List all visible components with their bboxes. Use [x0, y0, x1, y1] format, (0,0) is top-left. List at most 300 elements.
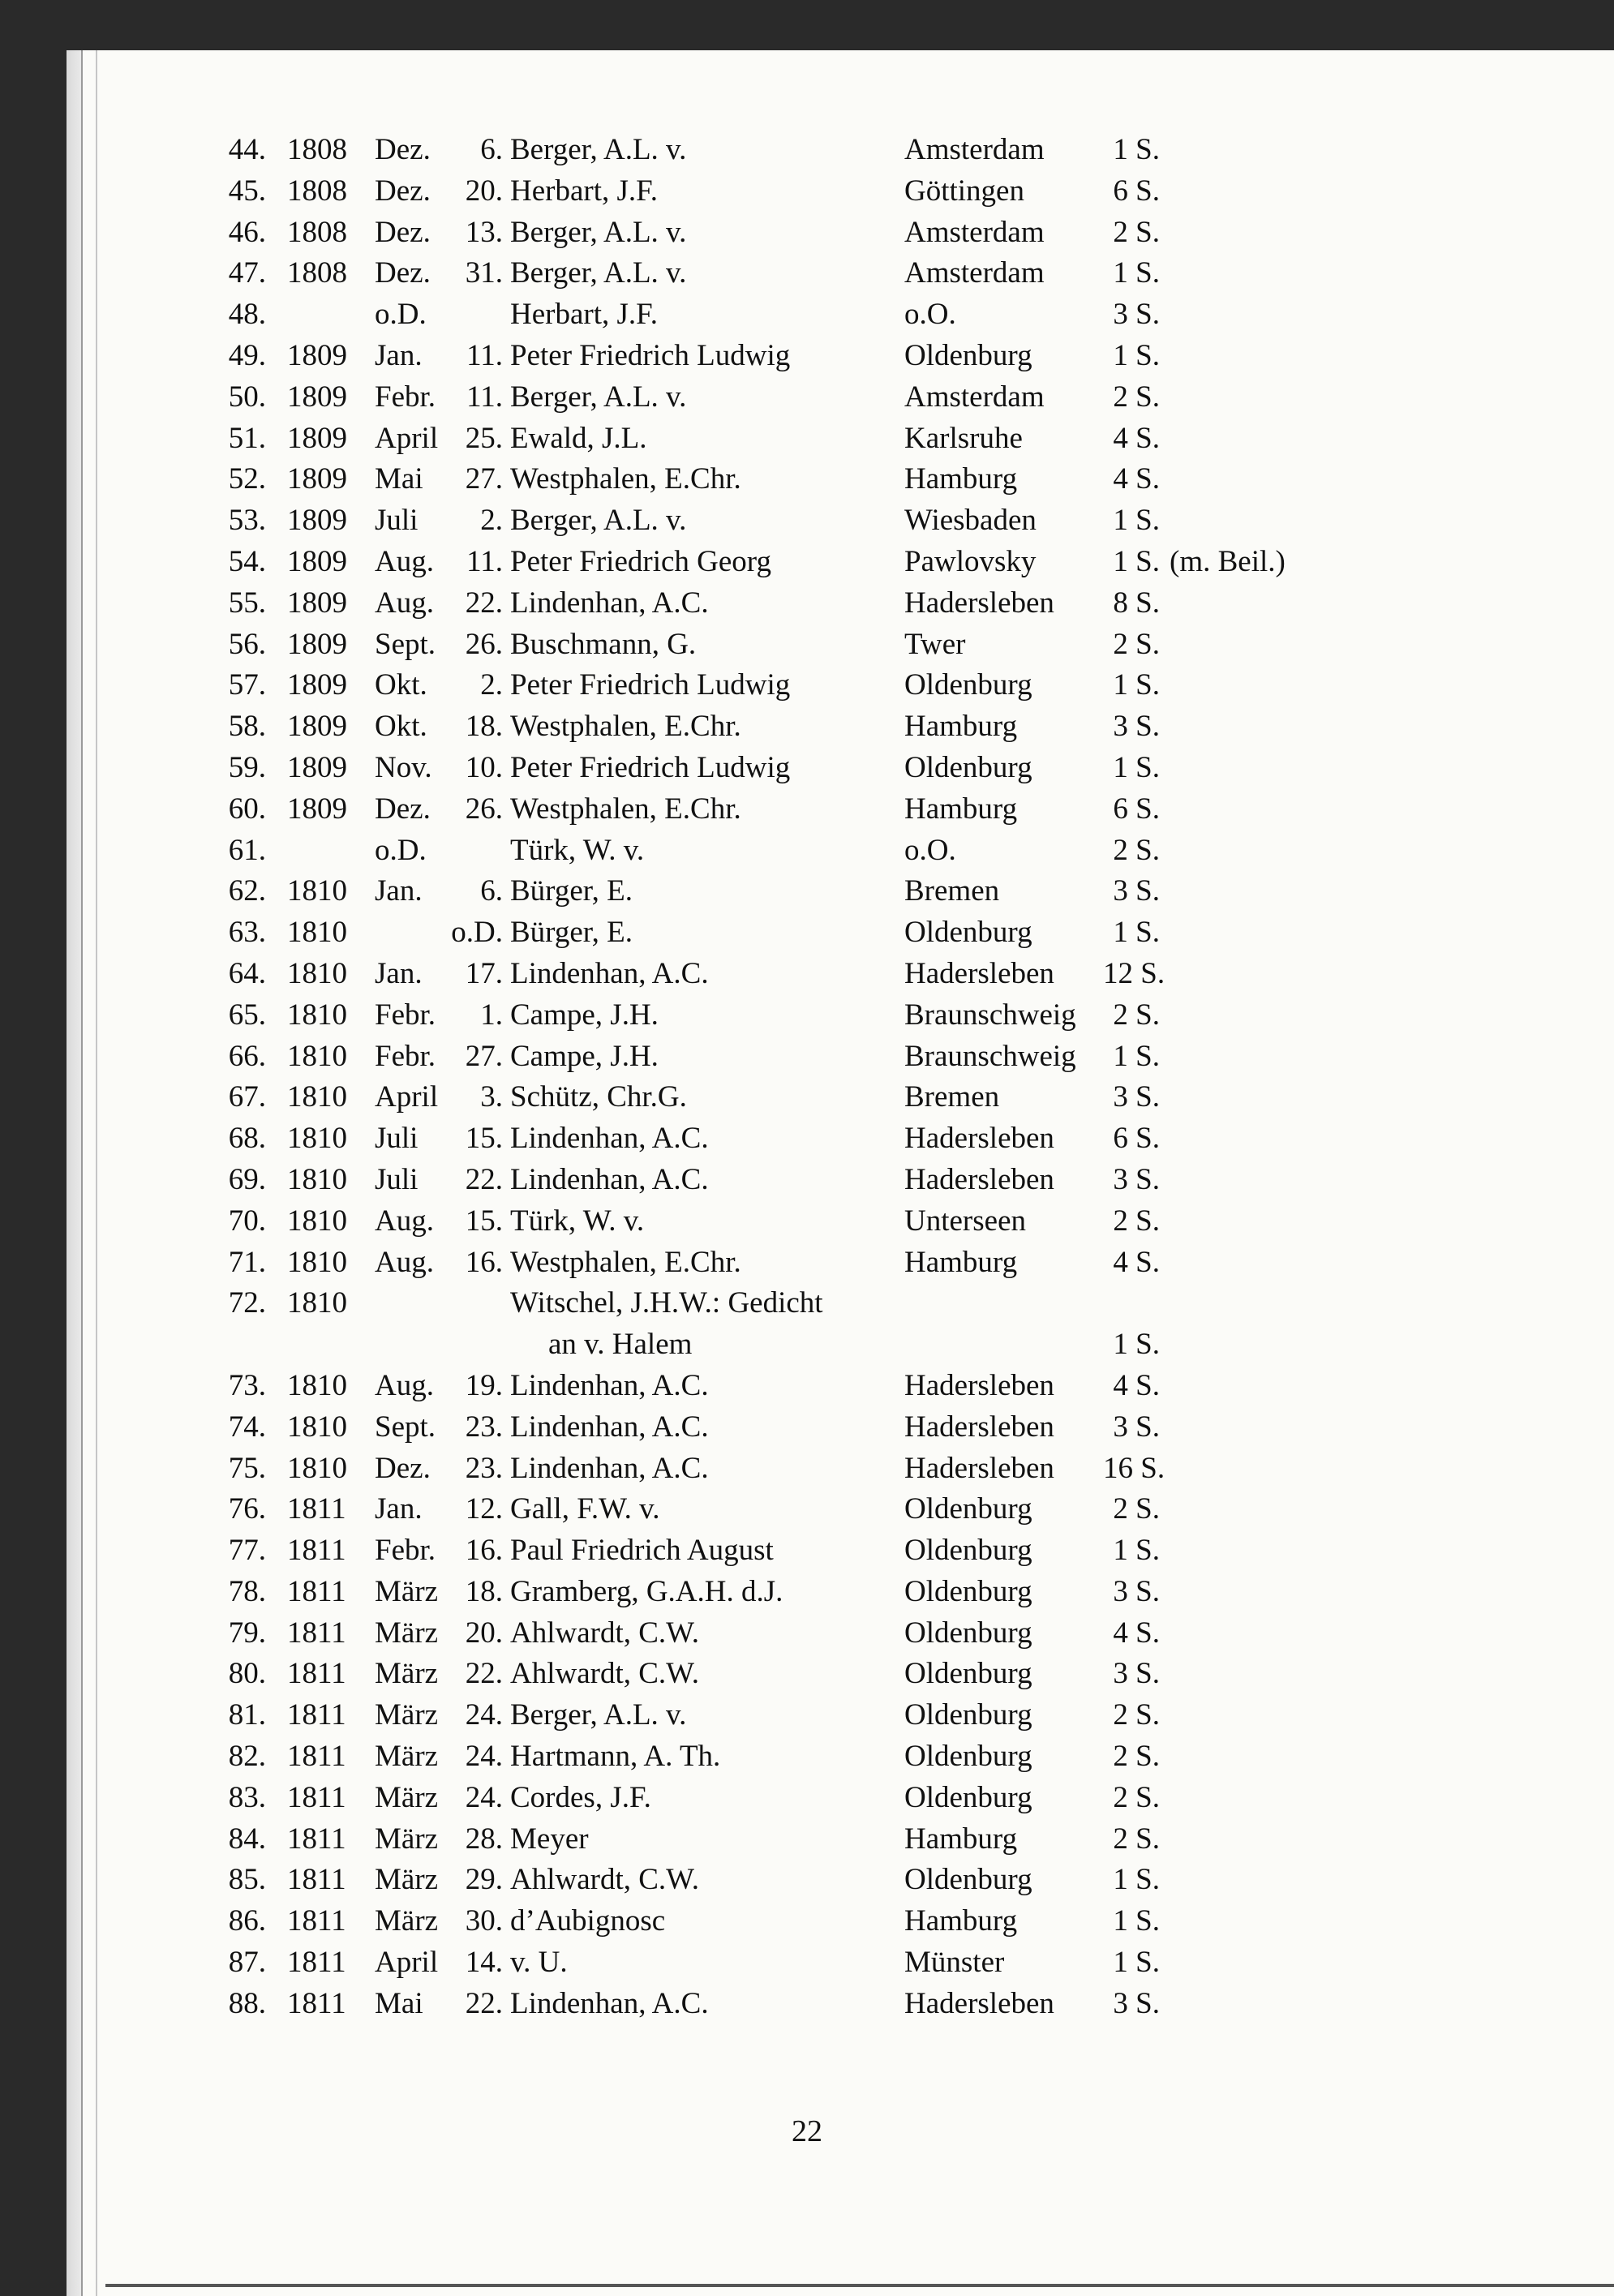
entry-month: März: [375, 1863, 439, 1897]
entry-correspondent: Bürger, E.: [510, 874, 633, 908]
entry-correspondent: Westphalen, E.Chr.: [510, 462, 741, 496]
entry-page-count: 3 S.: [1113, 1986, 1160, 2020]
entry-month: Febr.: [375, 998, 436, 1032]
entry-year: 1811: [287, 1574, 346, 1608]
entry-page-count: 2 S.: [1113, 998, 1160, 1032]
entry-year: 1810: [287, 1245, 347, 1279]
register-row: [0, 1572, 1614, 1613]
entry-place: Braunschweig: [904, 998, 1076, 1032]
entry-number: 50.: [228, 380, 266, 414]
entry-year: 1811: [287, 1740, 346, 1774]
entry-day: 18.: [465, 710, 503, 744]
entry-number: 63.: [228, 916, 266, 950]
entry-year: 1809: [287, 627, 347, 661]
entry-correspondent: Cordes, J.F.: [510, 1780, 651, 1814]
entry-year: 1808: [287, 215, 347, 249]
register-row: [0, 1819, 1614, 1860]
entry-month: Dez.: [375, 1451, 431, 1485]
entry-month: Dez.: [375, 133, 431, 166]
entry-day: 19.: [465, 1368, 503, 1402]
entry-correspondent: Peter Friedrich Ludwig: [510, 750, 791, 784]
entry-correspondent: d’Aubignosc: [510, 1904, 666, 1938]
entry-month: Jan.: [375, 1492, 423, 1526]
entry-page-count: 2 S.: [1113, 627, 1160, 661]
register-row: [0, 1283, 1614, 1324]
register-row: [0, 377, 1614, 418]
entry-page-count: 8 S.: [1113, 586, 1160, 620]
entry-month: Juli: [375, 1162, 419, 1196]
entry-page-count: 6 S.: [1113, 792, 1160, 826]
entry-year: 1810: [287, 998, 347, 1032]
entry-month: o.D.: [375, 833, 427, 867]
register-row: [0, 954, 1614, 995]
letter-register-list: [0, 130, 1614, 2025]
entry-place: Hadersleben: [904, 1368, 1054, 1402]
entry-month: März: [375, 1574, 439, 1608]
entry-page-count: 1 S.: [1113, 1904, 1160, 1938]
entry-number: 77.: [228, 1534, 266, 1568]
entry-month: März: [375, 1780, 439, 1814]
entry-day: 27.: [465, 462, 503, 496]
register-row: [0, 624, 1614, 666]
entry-day: 25.: [465, 421, 503, 455]
entry-day: 29.: [465, 1863, 503, 1897]
register-row: [0, 830, 1614, 872]
entry-number: 52.: [228, 462, 266, 496]
entry-page-count: 4 S.: [1113, 1245, 1160, 1279]
entry-page-count: 1 S.: [1113, 750, 1160, 784]
register-row: [0, 1036, 1614, 1078]
entry-place: Hadersleben: [904, 1122, 1054, 1156]
register-row: [0, 1695, 1614, 1736]
register-row-continuation: [0, 1324, 1614, 1366]
entry-number: 84.: [228, 1822, 266, 1856]
entry-correspondent: Lindenhan, A.C.: [510, 1368, 709, 1402]
entry-number: 68.: [228, 1122, 266, 1156]
entry-page-count: 3 S.: [1113, 874, 1160, 908]
entry-correspondent: Peter Friedrich Georg: [510, 544, 771, 578]
entry-place: Karlsruhe: [904, 421, 1023, 455]
entry-correspondent: Lindenhan, A.C.: [510, 586, 709, 620]
entry-page-count: 3 S.: [1113, 1574, 1160, 1608]
entry-place: Hamburg: [904, 1904, 1018, 1938]
entry-day: 12.: [465, 1492, 503, 1526]
entry-correspondent: Ahlwardt, C.W.: [510, 1616, 699, 1650]
entry-day: 18.: [465, 1574, 503, 1608]
entry-month: Aug.: [375, 1245, 434, 1279]
entry-page-count: 2 S.: [1113, 380, 1160, 414]
entry-place: o.O.: [904, 833, 956, 867]
entry-year: 1808: [287, 256, 347, 290]
entry-day: 17.: [465, 956, 503, 990]
register-row: [0, 336, 1614, 377]
entry-page-count: 3 S.: [1113, 298, 1160, 332]
entry-place: Münster: [904, 1946, 1005, 1980]
register-row: [0, 1118, 1614, 1160]
entry-correspondent: Westphalen, E.Chr.: [510, 792, 741, 826]
entry-correspondent: Westphalen, E.Chr.: [510, 1245, 741, 1279]
entry-place: Oldenburg: [904, 916, 1032, 950]
entry-correspondent: Berger, A.L. v.: [510, 504, 687, 538]
entry-month: März: [375, 1616, 439, 1650]
entry-month: Aug.: [375, 1204, 434, 1238]
entry-number: 78.: [228, 1574, 266, 1608]
entry-day: 10.: [465, 750, 503, 784]
entry-number: 73.: [228, 1368, 266, 1402]
entry-correspondent: Ahlwardt, C.W.: [510, 1657, 699, 1691]
entry-day: 13.: [465, 215, 503, 249]
register-row: [0, 1160, 1614, 1201]
entry-month: Juli: [375, 1122, 419, 1156]
entry-day: 22.: [465, 586, 503, 620]
entry-month: Aug.: [375, 1368, 434, 1402]
entry-year: 1811: [287, 1534, 346, 1568]
entry-page-count: 1 S.: [1113, 133, 1160, 166]
entry-year: 1811: [287, 1492, 346, 1526]
entry-number: 56.: [228, 627, 266, 661]
entry-page-count: 16 S.: [1103, 1451, 1165, 1485]
entry-place: Hadersleben: [904, 1986, 1054, 2020]
entry-number: 72.: [228, 1286, 266, 1320]
entry-day: 23.: [465, 1410, 503, 1444]
entry-number: 66.: [228, 1039, 266, 1073]
entry-place: Amsterdam: [904, 256, 1045, 290]
entry-correspondent: Gall, F.W. v.: [510, 1492, 660, 1526]
entry-place: Wiesbaden: [904, 504, 1037, 538]
entry-year: 1809: [287, 338, 347, 372]
register-row: [0, 1654, 1614, 1695]
entry-number: 62.: [228, 874, 266, 908]
entry-number: 88.: [228, 1986, 266, 2020]
entry-number: 65.: [228, 998, 266, 1032]
entry-day: 24.: [465, 1780, 503, 1814]
entry-page-count: 3 S.: [1113, 1410, 1160, 1444]
entry-place: Oldenburg: [904, 1698, 1032, 1732]
entry-year: 1808: [287, 133, 347, 166]
entry-day: 28.: [465, 1822, 503, 1856]
entry-year: 1809: [287, 462, 347, 496]
entry-day: 15.: [465, 1122, 503, 1156]
entry-correspondent: Lindenhan, A.C.: [510, 1451, 709, 1485]
entry-day: 22.: [465, 1986, 503, 2020]
entry-day: o.D.: [451, 916, 503, 950]
entry-correspondent-continued: an v. Halem: [548, 1328, 693, 1362]
entry-number: 74.: [228, 1410, 266, 1444]
entry-number: 69.: [228, 1162, 266, 1196]
entry-page-count: 3 S.: [1113, 710, 1160, 744]
entry-number: 47.: [228, 256, 266, 290]
entry-month: Aug.: [375, 544, 434, 578]
entry-number: 53.: [228, 504, 266, 538]
entry-number: 86.: [228, 1904, 266, 1938]
register-row: [0, 1860, 1614, 1901]
entry-day: 6.: [480, 133, 503, 166]
entry-correspondent: Westphalen, E.Chr.: [510, 710, 741, 744]
entry-day: 16.: [465, 1245, 503, 1279]
entry-correspondent: Lindenhan, A.C.: [510, 1162, 709, 1196]
entry-day: 27.: [465, 1039, 503, 1073]
entry-correspondent: Türk, W. v.: [510, 1204, 645, 1238]
entry-number: 49.: [228, 338, 266, 372]
entry-page-count: 2 S.: [1113, 833, 1160, 867]
entry-correspondent: Berger, A.L. v.: [510, 133, 687, 166]
entry-year: 1809: [287, 668, 347, 702]
entry-place: Hadersleben: [904, 586, 1054, 620]
entry-place: Amsterdam: [904, 215, 1045, 249]
register-row: [0, 1736, 1614, 1778]
entry-year: 1809: [287, 544, 347, 578]
entry-year: 1810: [287, 1162, 347, 1196]
register-row: [0, 1201, 1614, 1242]
entry-number: 59.: [228, 750, 266, 784]
entry-number: 67.: [228, 1080, 266, 1114]
entry-month: April: [375, 1946, 439, 1980]
entry-correspondent: Lindenhan, A.C.: [510, 1410, 709, 1444]
entry-year: 1811: [287, 1698, 346, 1732]
entry-month: März: [375, 1740, 439, 1774]
entry-page-count: 2 S.: [1113, 1698, 1160, 1732]
entry-place: Bremen: [904, 1080, 1000, 1114]
entry-place: Bremen: [904, 874, 1000, 908]
entry-correspondent: Lindenhan, A.C.: [510, 1986, 709, 2020]
entry-correspondent: Berger, A.L. v.: [510, 256, 687, 290]
entry-place: Hamburg: [904, 792, 1018, 826]
entry-number: 58.: [228, 710, 266, 744]
entry-correspondent: Ewald, J.L.: [510, 421, 647, 455]
register-row: [0, 542, 1614, 583]
entry-month: o.D.: [375, 298, 427, 332]
entry-place: Hadersleben: [904, 956, 1054, 990]
entry-page-count: 6 S.: [1113, 1122, 1160, 1156]
register-row: [0, 665, 1614, 706]
entry-year: 1811: [287, 1986, 346, 2020]
entry-number: 79.: [228, 1616, 266, 1650]
entry-correspondent: Bürger, E.: [510, 916, 633, 950]
entry-correspondent: Campe, J.H.: [510, 998, 659, 1032]
entry-place: Oldenburg: [904, 1534, 1032, 1568]
entry-page-count: 3 S.: [1113, 1080, 1160, 1114]
entry-correspondent: Berger, A.L. v.: [510, 380, 687, 414]
entry-month: Dez.: [375, 215, 431, 249]
page-bottom-edge: [105, 2284, 1614, 2287]
register-row: [0, 1942, 1614, 1984]
entry-month: Mai: [375, 1986, 423, 2020]
register-row: [0, 294, 1614, 336]
entry-page-count: 1 S.: [1113, 544, 1160, 578]
entry-number: 60.: [228, 792, 266, 826]
register-row: [0, 583, 1614, 624]
entry-page-count: 1 S.: [1113, 1039, 1160, 1073]
entry-day: 11.: [466, 544, 503, 578]
entry-correspondent: Meyer: [510, 1822, 589, 1856]
entry-correspondent: Lindenhan, A.C.: [510, 956, 709, 990]
entry-page-count: 2 S.: [1113, 1822, 1160, 1856]
entry-place: Oldenburg: [904, 1863, 1032, 1897]
entry-page-count: 1 S.: [1113, 916, 1160, 950]
entry-correspondent: Berger, A.L. v.: [510, 215, 687, 249]
entry-correspondent: Buschmann, G.: [510, 627, 697, 661]
register-row: [0, 459, 1614, 500]
entry-day: 11.: [466, 338, 503, 372]
entry-place: Oldenburg: [904, 1780, 1032, 1814]
entry-number: 75.: [228, 1451, 266, 1485]
entry-page-count: 2 S.: [1113, 1780, 1160, 1814]
entry-month: Juli: [375, 504, 419, 538]
entry-day: 22.: [465, 1162, 503, 1196]
entry-day: 2.: [480, 668, 503, 702]
entry-year: 1811: [287, 1657, 346, 1691]
entry-month: Nov.: [375, 750, 432, 784]
entry-year: 1810: [287, 874, 347, 908]
entry-page-count: 12 S.: [1103, 956, 1165, 990]
register-row: [0, 1448, 1614, 1490]
entry-place: Oldenburg: [904, 338, 1032, 372]
entry-correspondent: Peter Friedrich Ludwig: [510, 668, 791, 702]
register-row: [0, 1530, 1614, 1572]
entry-year: 1810: [287, 1080, 347, 1114]
register-row: [0, 748, 1614, 789]
entry-year: 1810: [287, 1451, 347, 1485]
entry-month: April: [375, 421, 439, 455]
entry-number: 46.: [228, 215, 266, 249]
entry-day: 23.: [465, 1451, 503, 1485]
register-row: [0, 789, 1614, 830]
entry-place: Amsterdam: [904, 380, 1045, 414]
register-row: [0, 212, 1614, 254]
entry-page-count: 2 S.: [1113, 1740, 1160, 1774]
register-row: [0, 500, 1614, 542]
entry-number: 48.: [228, 298, 266, 332]
entry-correspondent: Peter Friedrich Ludwig: [510, 338, 791, 372]
register-row: [0, 1901, 1614, 1942]
entry-page-count: 3 S.: [1113, 1657, 1160, 1691]
entry-number: 87.: [228, 1946, 266, 1980]
entry-day: 14.: [465, 1946, 503, 1980]
entry-place: Hamburg: [904, 462, 1018, 496]
entry-year: 1809: [287, 421, 347, 455]
register-row: [0, 871, 1614, 912]
entry-month: Okt.: [375, 668, 427, 702]
entry-page-count: 4 S.: [1113, 462, 1160, 496]
entry-place: Hamburg: [904, 1822, 1018, 1856]
entry-day: 1.: [480, 998, 503, 1032]
entry-number: 80.: [228, 1657, 266, 1691]
entry-year: 1810: [287, 956, 347, 990]
entry-day: 2.: [480, 504, 503, 538]
entry-month: März: [375, 1657, 439, 1691]
entry-number: 54.: [228, 544, 266, 578]
entry-year: 1810: [287, 1039, 347, 1073]
entry-year: 1809: [287, 710, 347, 744]
entry-number: 57.: [228, 668, 266, 702]
entry-year: 1808: [287, 174, 347, 208]
entry-month: Jan.: [375, 956, 423, 990]
entry-page-count: 6 S.: [1113, 174, 1160, 208]
register-row: [0, 1613, 1614, 1654]
entry-day: 24.: [465, 1740, 503, 1774]
entry-page-count: 1 S.: [1113, 1534, 1160, 1568]
entry-page-count: 4 S.: [1113, 421, 1160, 455]
entry-page-count: 3 S.: [1113, 1162, 1160, 1196]
entry-month: März: [375, 1822, 439, 1856]
entry-day: 24.: [465, 1698, 503, 1732]
entry-page-count: 4 S.: [1113, 1616, 1160, 1650]
entry-place: Hadersleben: [904, 1162, 1054, 1196]
register-row: [0, 253, 1614, 294]
entry-year: 1810: [287, 1410, 347, 1444]
register-row: [0, 1778, 1614, 1819]
entry-place: Hadersleben: [904, 1451, 1054, 1485]
entry-number: 82.: [228, 1740, 266, 1774]
entry-number: 81.: [228, 1698, 266, 1732]
entry-number: 55.: [228, 586, 266, 620]
entry-correspondent: Herbart, J.F.: [510, 174, 659, 208]
entry-year: 1809: [287, 792, 347, 826]
entry-number: 85.: [228, 1863, 266, 1897]
entry-page-count: 1 S.: [1113, 504, 1160, 538]
page-number: 22: [792, 2114, 822, 2148]
entry-correspondent: Schütz, Chr.G.: [510, 1080, 687, 1114]
entry-day: 26.: [465, 627, 503, 661]
entry-month: Sept.: [375, 627, 436, 661]
register-row: [0, 1984, 1614, 2025]
entry-page-count: 1 S.: [1113, 1863, 1160, 1897]
entry-year: 1810: [287, 1286, 347, 1320]
entry-place: Oldenburg: [904, 1740, 1032, 1774]
entry-month: März: [375, 1698, 439, 1732]
entry-correspondent: Berger, A.L. v.: [510, 1698, 687, 1732]
entry-month: März: [375, 1904, 439, 1938]
entry-year: 1809: [287, 750, 347, 784]
entry-number: 71.: [228, 1245, 266, 1279]
entry-place: Unterseen: [904, 1204, 1026, 1238]
entry-page-count: 1 S.: [1113, 1946, 1160, 1980]
entry-place: Hadersleben: [904, 1410, 1054, 1444]
entry-month: Aug.: [375, 586, 434, 620]
entry-day: 22.: [465, 1657, 503, 1691]
entry-number: 61.: [228, 833, 266, 867]
entry-year: 1811: [287, 1822, 346, 1856]
register-row: [0, 171, 1614, 212]
entry-correspondent: Lindenhan, A.C.: [510, 1122, 709, 1156]
register-row: [0, 1407, 1614, 1448]
entry-month: Okt.: [375, 710, 427, 744]
register-row: [0, 912, 1614, 954]
register-row: [0, 706, 1614, 748]
entry-number: 83.: [228, 1780, 266, 1814]
entry-place: Oldenburg: [904, 1657, 1032, 1691]
register-row: [0, 130, 1614, 171]
entry-month: Dez.: [375, 256, 431, 290]
entry-place: Hamburg: [904, 710, 1018, 744]
entry-number: 76.: [228, 1492, 266, 1526]
entry-month: Febr.: [375, 1039, 436, 1073]
register-row: [0, 1077, 1614, 1118]
entry-month: Sept.: [375, 1410, 436, 1444]
entry-year: 1811: [287, 1946, 346, 1980]
entry-place: Oldenburg: [904, 1574, 1032, 1608]
entry-page-count: 1 S.: [1113, 668, 1160, 702]
register-row: [0, 418, 1614, 460]
entry-day: 20.: [465, 1616, 503, 1650]
entry-page-count: 4 S.: [1113, 1368, 1160, 1402]
entry-place: Hamburg: [904, 1245, 1018, 1279]
entry-correspondent: Campe, J.H.: [510, 1039, 659, 1073]
entry-month: Febr.: [375, 380, 436, 414]
entry-page-count: 1 S.: [1113, 256, 1160, 290]
entry-year: 1810: [287, 1204, 347, 1238]
entry-day: 3.: [480, 1080, 503, 1114]
